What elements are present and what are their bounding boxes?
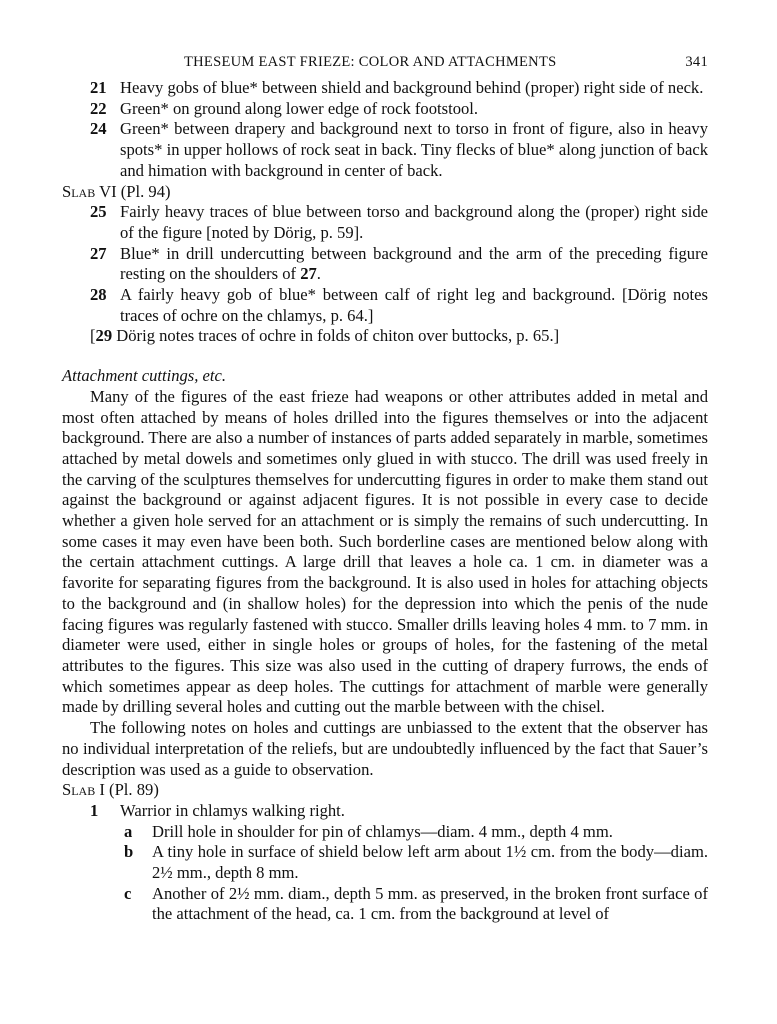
entry-number: 28: [90, 285, 107, 305]
running-header: [62, 52, 708, 78]
entry-number: 1: [90, 800, 99, 820]
entry-text: Green* on ground along lower edge of rock footstool.: [120, 98, 479, 118]
sub-item-label: a: [124, 821, 133, 841]
entry-number: 27: [90, 243, 107, 263]
entry-text: Blue* in drill undercutting between background and the arm of the preceding figure resting on the shoulders of: [120, 243, 708, 284]
slab-label: Slab: [62, 780, 96, 800]
slab-plate: VI (Pl. 94): [95, 181, 171, 201]
list-item: [62, 119, 708, 181]
entry-text-bold: 27: [300, 264, 317, 284]
entry-text: Heavy gobs of blue* between shield and background behind (proper) right side of neck.: [120, 78, 704, 97]
list-item: [62, 801, 708, 822]
slab-plate: I (Pl. 89): [95, 780, 159, 800]
sub-item-label: b: [124, 842, 134, 862]
slab-heading: [62, 780, 708, 801]
sub-item-text: Another of 2½ mm. diam., depth 5 mm. as preserved, in the broken front surface of the attachment of the head, ca. 1 cm. from the background at level of: [152, 883, 708, 924]
paragraph: Many of the figures of the east frieze had weapons or other attributes added in metal and most often attached by means of holes drilled into the figures themselves or into the adjacent background. There are also a number of instances of parts added separately in marble, sometimes attached by metal dowels and sometimes only glued in with stucco. The drill was used freely in the carving of the sculptures themselves for undercutting figures in order to make them stand out against the background or against adjacent figures. It is not possible in every case to decide whether a given hole served for an attachment or is simply the remains of such undercutting. In some cases it may even have been both. Such borderline cases are mentioned below along with the certain attachment cuttings. A large drill that leaves a hole ca. 1 cm. in diameter was a favorite for separating figures from the background. It is also used in holes for attaching objects to the background and (in shallow holes) for the depression into which the penis of the nude facing figures was regularly fastened with stucco. Smaller drills leaving holes 4 mm. to 7 mm. in diameter were used, either in single holes or groups of holes, for the fastening of the metal attributes to the figures. This size was also used in the cutting of drapery furrows, the ends of which sometimes appear as deep holes. The cuttings for attachment of marble were generally made by drilling several holes and cutting out the marble between with the chisel.: [62, 386, 708, 717]
entry-number: 25: [90, 202, 107, 222]
entry-text: Fairly heavy traces of blue between torso and background along the (proper) right side of the figure [noted by Dörig, p. 59].: [120, 202, 708, 242]
entry-text: Warrior in chlamys walking right.: [120, 800, 345, 820]
entry-text-end: .: [316, 264, 321, 284]
entry-number: 29: [95, 326, 113, 346]
entry-number: 21: [90, 78, 107, 97]
entry-number: 24: [90, 119, 107, 139]
page-number: 341: [685, 54, 708, 70]
list-item: [62, 99, 708, 120]
bracket-note: [62, 326, 708, 347]
body-text: [62, 78, 708, 925]
bracket-open: [: [90, 326, 96, 346]
sub-item: [62, 884, 708, 925]
sub-item-text: Drill hole in shoulder for pin of chlamys—diam. 4 mm., depth 4 mm.: [152, 821, 613, 841]
sub-item: [62, 822, 708, 843]
slab-label: Slab: [62, 181, 96, 201]
entry-text: Dörig notes traces of ochre in folds of chiton over buttocks, p. 65.]: [112, 326, 560, 346]
section-heading: Attachment cuttings, etc.: [62, 366, 227, 386]
list-item: [62, 78, 708, 99]
sub-item-text: A tiny hole in surface of shield below left arm about 1½ cm. from the body—diam. 2½ mm., depth 8 mm.: [152, 842, 708, 883]
paragraph: The following notes on holes and cuttings are unbiassed to the extent that the observer has no individual interpretation of the reliefs, but are undoubtedly influenced by the fact that Sauer’s description was used as a guide to observation.: [62, 718, 708, 779]
running-title: THESEUM EAST FRIEZE: COLOR AND ATTACHMENTS: [184, 54, 557, 70]
list-item: [62, 202, 708, 243]
list-item: [62, 244, 708, 285]
slab-heading: [62, 182, 708, 203]
entry-number: 22: [90, 98, 107, 118]
list-item: [62, 285, 708, 326]
document-page: [62, 52, 708, 925]
entry-text: A fairly heavy gob of blue* between calf of right leg and background. [Dörig notes traces of ochre on the chlamys, p. 64.]: [120, 285, 708, 325]
sub-item-label: c: [124, 883, 132, 903]
entry-text: Green* between drapery and background next to torso in front of figure, also in heavy spots* in upper hollows of rock seat in back. Tiny flecks of blue* along junction of back and himation with background in center of back.: [120, 119, 708, 180]
sub-item: [62, 842, 708, 883]
